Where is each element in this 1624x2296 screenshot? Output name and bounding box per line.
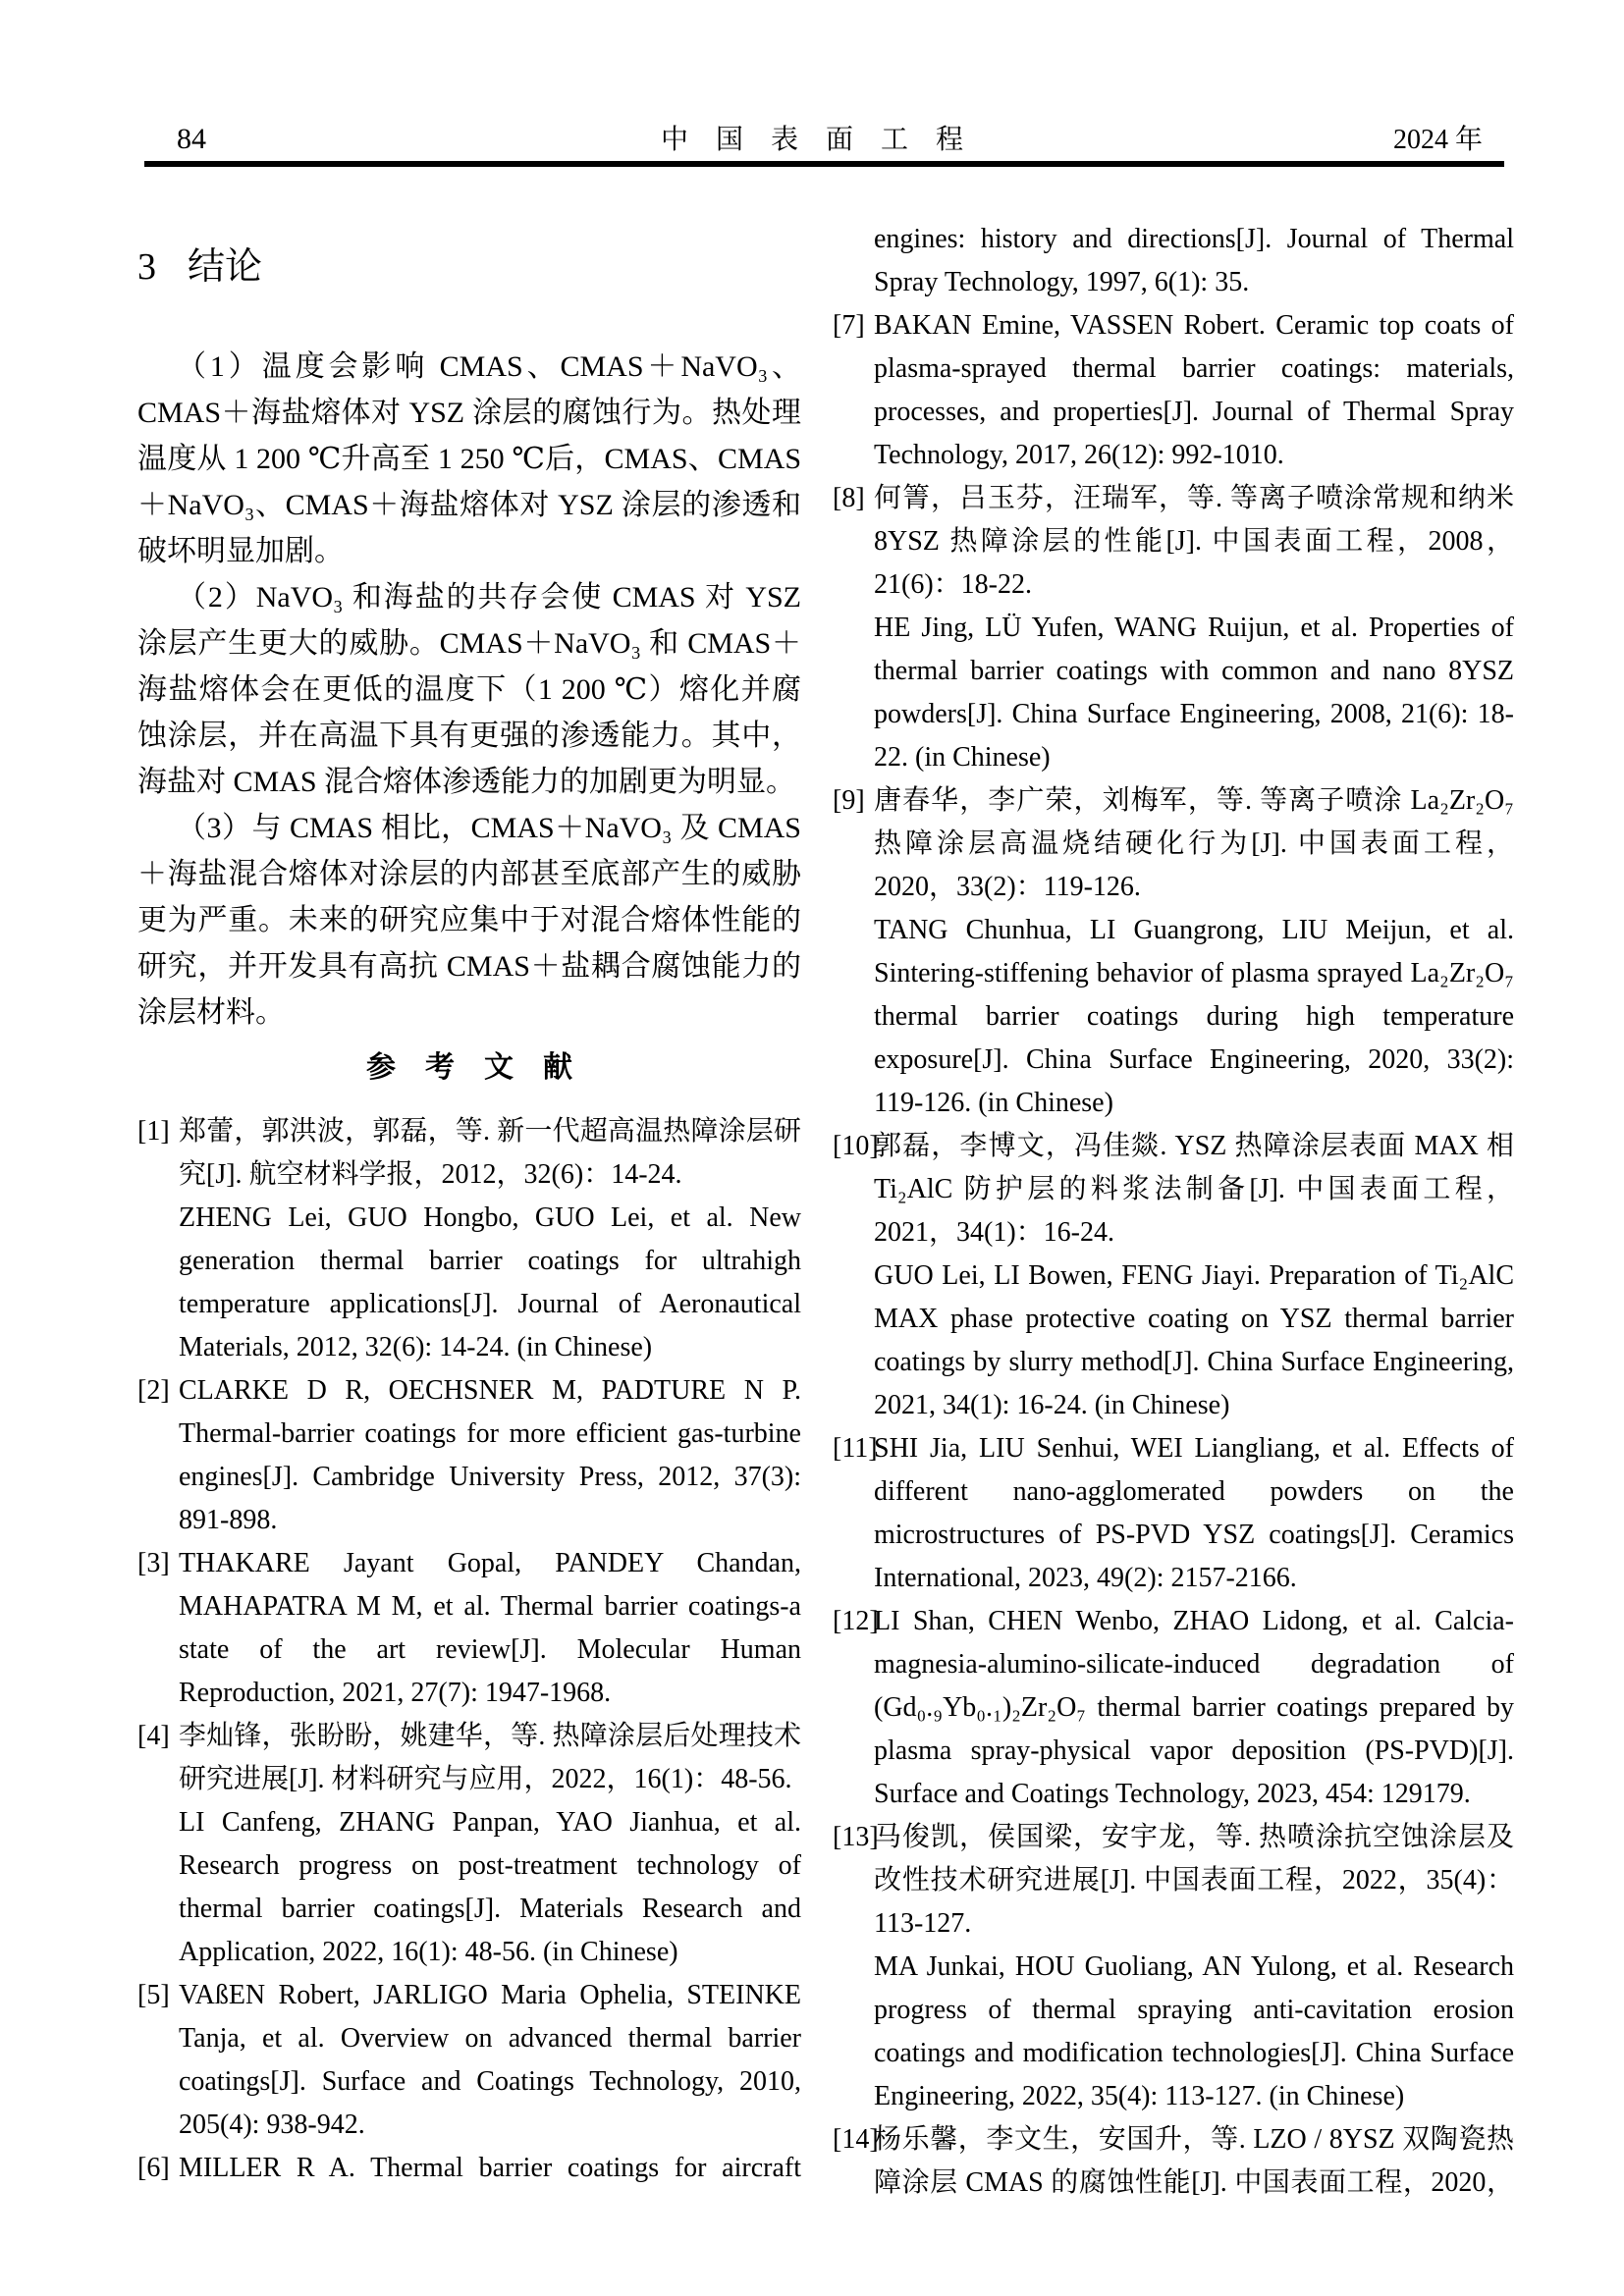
reference-number: [4]	[137, 1721, 170, 1751]
reference-item-5	[137, 1974, 801, 2147]
reference-number: [8]	[833, 483, 865, 513]
reference-item-6	[137, 2147, 801, 2190]
reference-text-en: TANG Chunhua, LI Guangrong, LIU Meijun, et al. Sintering-stiffening behavior of plasma sprayed La₂Zr₂O₇ thermal barrier coatings during high temperature exposure[J]. China Surface Engineering, 2020, 33(2): 119-126. (in Chinese)	[874, 915, 1514, 1118]
reference-text-en: LI Shan, CHEN Wenbo, ZHAO Lidong, et al. Calcia-magnesia-alumino-silicate-induced degradation of (Gd₀.₉Yb₀.₁)₂Zr₂O₇ thermal barrier coatings prepared by plasma spray-physical vapor deposition (PS-PVD)[J]. Surface and Coatings Technology, 2023, 454: 129179.	[874, 1606, 1514, 1809]
reference-text-en: THAKARE Jayant Gopal, PANDEY Chandan, MAHAPATRA M M, et al. Thermal barrier coatings-a state of the art review[J]. Molecular Human Reproduction, 2021, 27(7): 1947-1968.	[179, 1548, 801, 1708]
conclusion-paragraph-3: （3）与 CMAS 相比，CMAS＋NaVO₃ 及 CMAS＋海盐混合熔体对涂层的内部甚至底部产生的威胁更为严重。未来的研究应集中于对混合熔体性能的研究，并开发具有高抗 CMAS＋盐耦合腐蚀能力的涂层材料。	[137, 812, 801, 1029]
reference-text-en: VAßEN Robert, JARLIGO Maria Ophelia, STEINKE Tanja, et al. Overview on advanced thermal barrier coatings[J]. Surface and Coatings Technology, 2010, 205(4): 938-942.	[179, 1980, 801, 2140]
reference-text-cn: 李灿锋，张盼盼，姚建华，等. 热障涂层后处理技术研究进展[J]. 材料研究与应用，2022，16(1)：48-56.	[179, 1721, 801, 1794]
header-rule	[144, 161, 1504, 167]
reference-item-2	[137, 1369, 801, 1542]
reference-text-cn: 唐春华，李广荣，刘梅军，等. 等离子喷涂 La₂Zr₂O₇ 热障涂层高温烧结硬化行为[J]. 中国表面工程，2020，33(2)：119-126.	[874, 785, 1514, 902]
reference-text-cn: 郭磊，李博文，冯佳燚. YSZ 热障涂层表面 MAX 相 Ti₂AlC 防护层的料浆法制备[J]. 中国表面工程，2021，34(1)：16-24.	[874, 1131, 1514, 1248]
reference-text-en: MILLER R A. Thermal barrier coatings for aircraft	[179, 2153, 801, 2183]
reference-number: [7]	[833, 310, 865, 341]
reference-item-1	[137, 1110, 801, 1369]
reference-text-cn: 何箐，吕玉芬，汪瑞军，等. 等离子喷涂常规和纳米 8YSZ 热障涂层的性能[J]. 中国表面工程，2008，21(6)：18-22.	[874, 483, 1514, 600]
reference-number: [6]	[137, 2153, 170, 2183]
reference-text-en: LI Canfeng, ZHANG Panpan, YAO Jianhua, et al. Research progress on post-treatment technology of thermal barrier coatings[J]. Materials Research and Application, 2022, 16(1): 48-56. (in Chinese)	[179, 1807, 801, 1967]
conclusion-paragraph-2: （2）NaVO₃ 和海盐的共存会使 CMAS 对 YSZ 涂层产生更大的威胁。CMAS＋NaVO₃ 和 CMAS＋海盐熔体会在更低的温度下（1 200 ℃）熔化并腐蚀涂层，并在高温下具有更强的渗透能力。其中，海盐对 CMAS 混合熔体渗透能力的加剧更为明显。	[137, 581, 801, 798]
reference-item-10	[833, 1125, 1514, 1427]
reference-text-cn: 郑蕾，郭洪波，郭磊，等. 新一代超高温热障涂层研究[J]. 航空材料学报，2012，32(6)：14-24.	[179, 1116, 801, 1190]
reference-number: [9]	[833, 785, 865, 816]
reference-item-3	[137, 1542, 801, 1715]
reference-number: [10]	[833, 1131, 879, 1161]
reference-number: [13]	[833, 1822, 879, 1852]
reference-number: [5]	[137, 1980, 170, 2010]
reference-text-en: ZHENG Lei, GUO Hongbo, GUO Lei, et al. New generation thermal barrier coatings for ultrahigh temperature applications[J]. Journal of Aeronautical Materials, 2012, 32(6): 14-24. (in Chinese)	[179, 1202, 801, 1362]
reference-number: [3]	[137, 1548, 170, 1578]
reference-item-8	[833, 477, 1514, 779]
references-list-left	[137, 1110, 801, 2190]
reference-item-7	[833, 304, 1514, 477]
section-heading	[137, 245, 801, 289]
reference-text-en: engines: history and directions[J]. Journal of Thermal Spray Technology, 1997, 6(1): 35.	[874, 224, 1514, 297]
reference-item-6-continued	[833, 218, 1514, 304]
reference-item-12	[833, 1600, 1514, 1816]
references-heading: 参 考 文 献	[366, 1051, 572, 1084]
reference-number: [14]	[833, 2124, 879, 2155]
conclusion-paragraph-1: （1）温度会影响 CMAS、CMAS＋NaVO₃、CMAS＋海盐熔体对 YSZ 涂层的腐蚀行为。热处理温度从 1 200 ℃升高至 1 250 ℃后，CMAS、CMAS＋NaVO₃、CMAS＋海盐熔体对 YSZ 涂层的渗透和破坏明显加剧。	[137, 350, 801, 567]
reference-text-cn: 马俊凯，侯国梁，安宇龙，等. 热喷涂抗空蚀涂层及改性技术研究进展[J]. 中国表面工程，2022，35(4)：113-127.	[874, 1822, 1514, 1939]
page-number: 84	[177, 123, 206, 155]
header-year: 2024 年	[1392, 125, 1483, 155]
reference-item-14	[833, 2118, 1514, 2205]
reference-item-9	[833, 779, 1514, 1125]
right-column	[833, 201, 1514, 2205]
reference-text-cn: 杨乐馨，李文生，安国升，等. LZO / 8YSZ 双陶瓷热障涂层 CMAS 的腐蚀性能[J]. 中国表面工程，2020，	[874, 2124, 1514, 2198]
left-column	[137, 201, 801, 2190]
reference-text-en: SHI Jia, LIU Senhui, WEI Liangliang, et al. Effects of different nano-agglomerated powders on the microstructures of PS-PVD YSZ coatings[J]. Ceramics International, 2023, 49(2): 2157-2166.	[874, 1433, 1514, 1593]
reference-number: [2]	[137, 1375, 170, 1406]
reference-number: [11]	[833, 1433, 878, 1464]
reference-number: [12]	[833, 1606, 879, 1636]
section-title: 结论	[188, 246, 263, 288]
reference-number: [1]	[137, 1116, 170, 1147]
reference-text-en: GUO Lei, LI Bowen, FENG Jiayi. Preparation of Ti₂AlC MAX phase protective coating on YSZ thermal barrier coatings by slurry method[J]. China Surface Engineering, 2021, 34(1): 16-24. (in Chinese)	[874, 1260, 1514, 1420]
reference-item-13	[833, 1816, 1514, 2118]
reference-text-en: CLARKE D R, OECHSNER M, PADTURE N P. Thermal-barrier coatings for more efficient gas-turbine engines[J]. Cambridge University Press, 2012, 37(3): 891-898.	[179, 1375, 801, 1535]
reference-text-en: MA Junkai, HOU Guoliang, AN Yulong, et al. Research progress of thermal spraying anti-cavitation erosion coatings and modification technologies[J]. China Surface Engineering, 2022, 35(4): 113-127. (in Chinese)	[874, 1951, 1514, 2111]
reference-item-11	[833, 1427, 1514, 1600]
reference-text-en: BAKAN Emine, VASSEN Robert. Ceramic top coats of plasma-sprayed thermal barrier coatings: materials, processes, and properties[J]. Journal of Thermal Spray Technology, 2017, 26(12): 992-1010.	[874, 310, 1514, 470]
reference-item-4	[137, 1715, 801, 1974]
reference-text-en: HE Jing, LÜ Yufen, WANG Ruijun, et al. Properties of thermal barrier coatings with common and nano 8YSZ powders[J]. China Surface Engineering, 2008, 21(6): 18-22. (in Chinese)	[874, 613, 1514, 773]
journal-title: 中 国 表 面 工 程	[660, 125, 963, 155]
section-number: 3	[137, 246, 156, 288]
references-list-right	[833, 218, 1514, 2205]
